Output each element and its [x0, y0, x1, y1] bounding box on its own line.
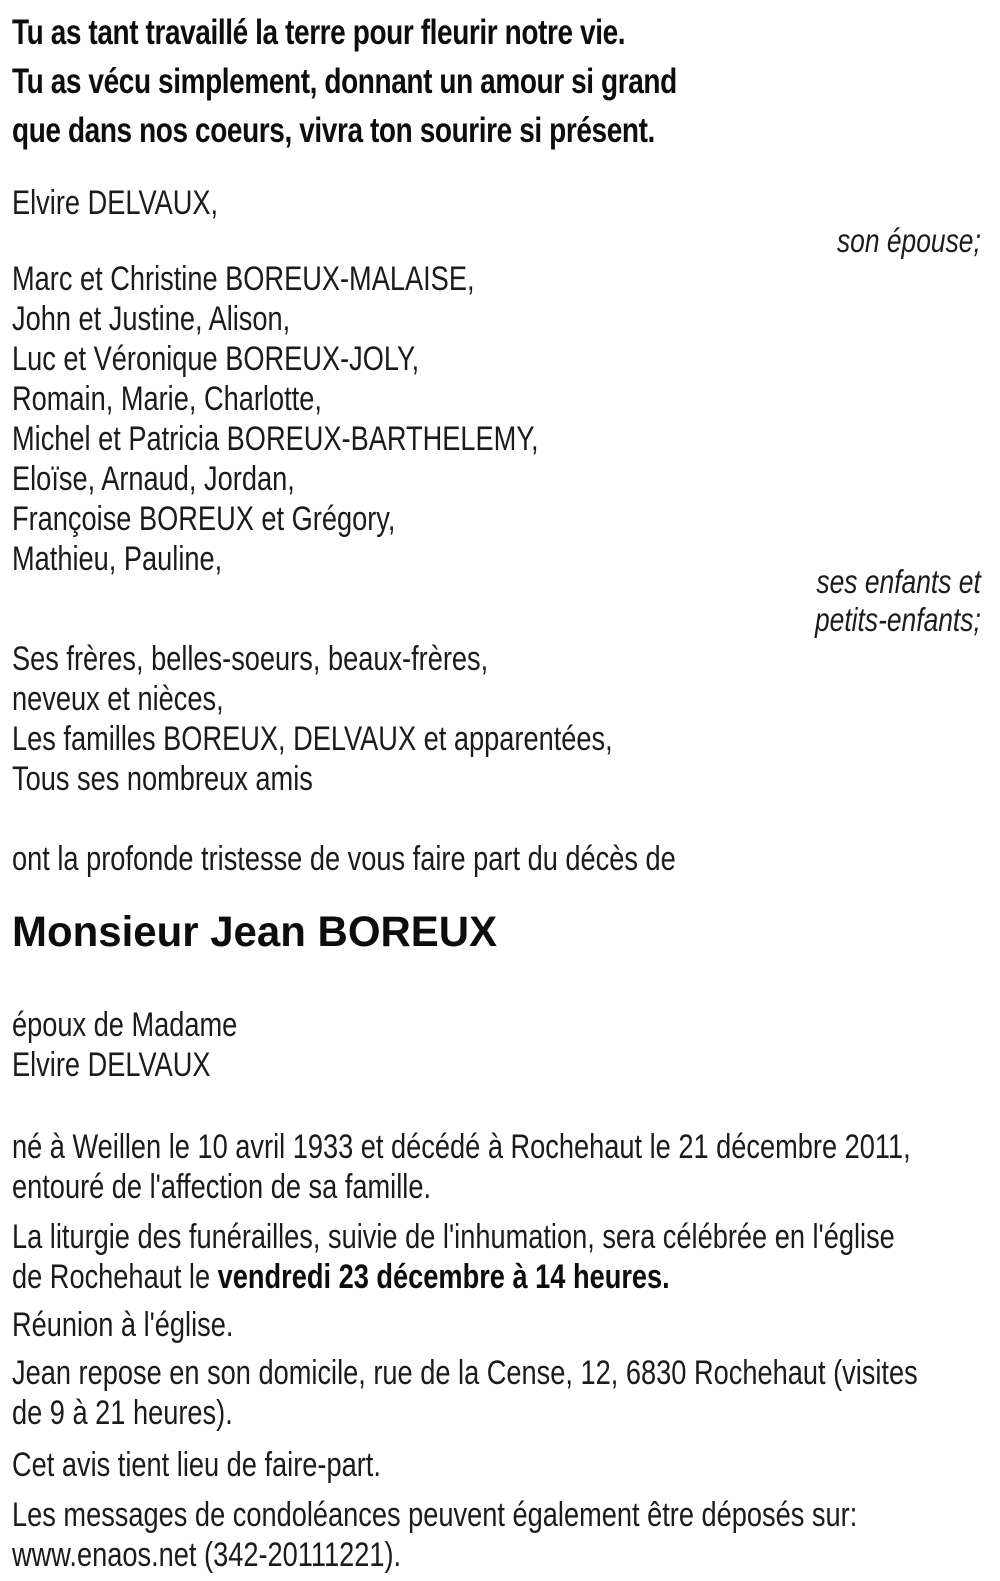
life-dates-line: né à Weillen le 10 avril 1933 et décédé à Rochehaut le 21 décembre 2011,	[12, 1128, 911, 1166]
family-line: Michel et Patricia BOREUX-BARTHELEMY,	[12, 420, 539, 458]
spouse-of-line: Elvire DELVAUX	[12, 1046, 211, 1084]
condolences-website: www.enaos.net (342-20111221).	[12, 1536, 402, 1574]
relatives-line: neveux et nièces,	[12, 680, 224, 718]
meeting-line: Réunion à l'église.	[12, 1306, 234, 1344]
relatives-line: Les familles BOREUX, DELVAUX et apparentées,	[12, 720, 613, 758]
announcement-line: ont la profonde tristesse de vous faire part du décès de	[12, 840, 676, 878]
condolences-line: Les messages de condoléances peuvent également être déposés sur:	[12, 1496, 858, 1534]
condolences-paragraph	[12, 1495, 981, 1575]
children-relation-label: ses enfants et	[816, 563, 981, 600]
relatives-line: Ses frères, belles-soeurs, beaux-frères,	[12, 640, 489, 678]
family-line: Romain, Marie, Charlotte,	[12, 380, 322, 418]
ceremony-paragraph	[12, 1217, 981, 1297]
family-line: Luc et Véronique BOREUX-JOLY,	[12, 340, 420, 378]
family-line: Françoise BOREUX et Grégory,	[12, 500, 396, 538]
repose-line: Jean repose en son domicile, rue de la Cense, 12, 6830 Rochehaut (visites	[12, 1354, 918, 1392]
ceremony-line	[12, 1257, 981, 1297]
family-line: Mathieu, Pauline,	[12, 540, 223, 578]
spouse-of-line: époux de Madame	[12, 1006, 238, 1044]
notice-statement-line: Cet avis tient lieu de faire-part.	[12, 1446, 381, 1484]
spouse-relation-label: son épouse;	[836, 222, 981, 259]
family-line: Marc et Christine BOREUX-MALAISE,	[12, 260, 475, 298]
epigraph-line: Tu as tant travaillé la terre pour fleurir notre vie.	[12, 13, 626, 52]
relatives-line: Tous ses nombreux amis	[12, 760, 313, 798]
family-line: John et Justine, Alison,	[12, 300, 291, 338]
mourners-relatives	[12, 639, 981, 799]
repose-line: de 9 à 21 heures).	[12, 1394, 233, 1432]
mourners-spouse	[12, 183, 981, 259]
repose-paragraph	[12, 1353, 981, 1433]
epigraph-line: que dans nos coeurs, vivra ton sourire si présent.	[12, 111, 655, 150]
children-relation-label: petits-enfants;	[814, 601, 981, 638]
deceased-name: Monsieur Jean BOREUX	[12, 908, 498, 956]
life-dates-paragraph	[12, 1127, 981, 1207]
mourners-children	[12, 259, 981, 579]
ceremony-datetime: vendredi 23 décembre à 14 heures.	[217, 1258, 670, 1296]
epigraph-line: Tu as vécu simplement, donnant un amour si grand	[12, 62, 677, 101]
ceremony-line: La liturgie des funérailles, suivie de l'inhumation, sera célébrée en l'église	[12, 1218, 895, 1256]
life-dates-line: entouré de l'affection de sa famille.	[12, 1168, 431, 1206]
family-line: Eloïse, Arnaud, Jordan,	[12, 460, 295, 498]
spouse-name: Elvire DELVAUX,	[12, 184, 219, 222]
spouse-of-block	[12, 1005, 981, 1085]
epigraph	[12, 8, 981, 155]
ceremony-location: de Rochehaut le	[12, 1258, 218, 1296]
